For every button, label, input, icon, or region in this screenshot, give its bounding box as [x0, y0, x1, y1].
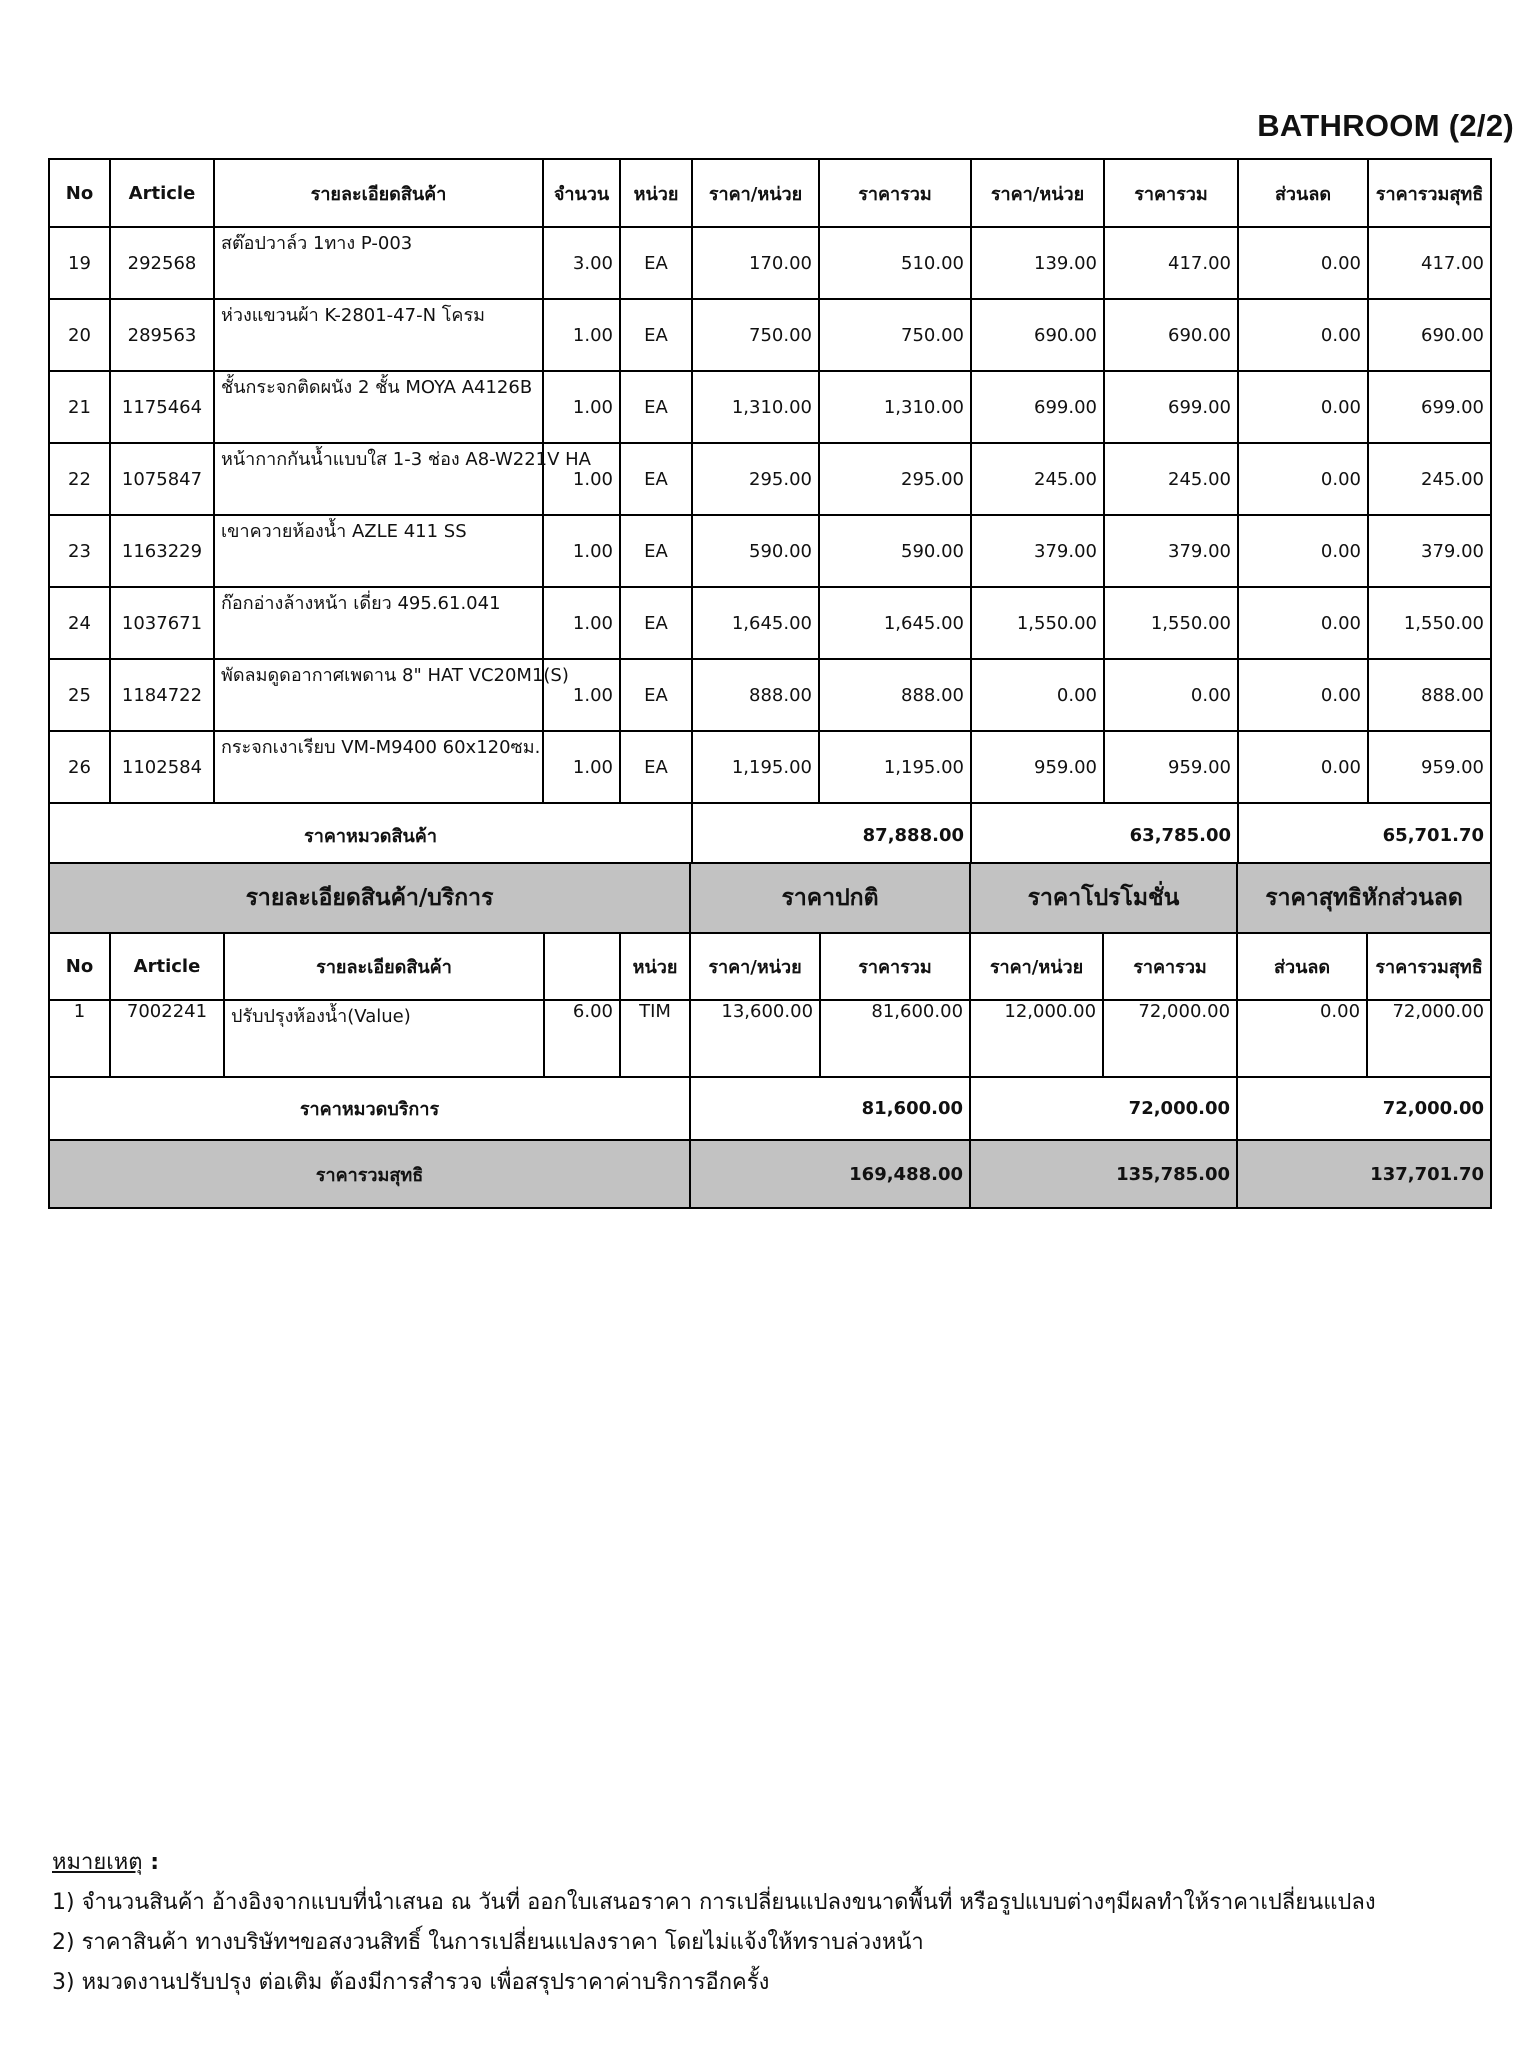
row-promo-total: 959.00	[1104, 731, 1238, 803]
table-row	[49, 515, 1491, 587]
service-subtotal-normal: 81,600.00	[690, 1077, 970, 1140]
row-quantity: 1.00	[543, 731, 620, 803]
row-article: 1175464	[110, 371, 214, 443]
row-article: 1184722	[110, 659, 214, 731]
header-quantity	[544, 933, 620, 1000]
row-unit-price: 1,195.00	[692, 731, 819, 803]
row-description: ปรับปรุงห้องน้ำ(Value)	[224, 1000, 544, 1077]
table-row	[49, 371, 1491, 443]
header-promo-unit-price: ราคา/หน่วย	[971, 159, 1104, 227]
products-subtotal-net: 65,701.70	[1238, 803, 1491, 867]
row-unit: EA	[620, 443, 692, 515]
row-no: 1	[49, 1000, 110, 1077]
products-subtotal-normal: 87,888.00	[692, 803, 971, 867]
row-description: ก๊อกอ่างล้างหน้า เดี่ยว 495.61.041	[214, 587, 543, 659]
header-total: ราคารวม	[819, 159, 971, 227]
row-description: กระจกเงาเรียบ VM-M9400 60x120ซม.	[214, 731, 543, 803]
row-article: 1075847	[110, 443, 214, 515]
row-unit: EA	[620, 731, 692, 803]
row-promo-total: 690.00	[1104, 299, 1238, 371]
row-promo-total: 245.00	[1104, 443, 1238, 515]
row-unit-price: 888.00	[692, 659, 819, 731]
table-row	[49, 1000, 1491, 1077]
row-article: 289563	[110, 299, 214, 371]
row-no: 25	[49, 659, 110, 731]
row-no: 23	[49, 515, 110, 587]
row-description: เขาควายห้องน้ำ AZLE 411 SS	[214, 515, 543, 587]
header-promo-unit-price: ราคา/หน่วย	[970, 933, 1103, 1000]
row-promo-unit-price: 12,000.00	[970, 1000, 1103, 1077]
row-discount: 0.00	[1238, 587, 1368, 659]
row-quantity: 6.00	[544, 1000, 620, 1077]
row-unit: TIM	[620, 1000, 690, 1077]
note-line-1: 1) จำนวนสินค้า อ้างอิงจากแบบที่นำเสนอ ณ วันที่ ออกใบเสนอราคา การเปลี่ยนแปลงขนาดพื้นที่ หรือรูปแบบต่างๆมีผลทำให้ราคาเปลี่ยนแปลง	[52, 1890, 1376, 1915]
row-unit-price: 295.00	[692, 443, 819, 515]
row-promo-total: 1,550.00	[1104, 587, 1238, 659]
row-discount: 0.00	[1238, 299, 1368, 371]
row-net-total: 888.00	[1368, 659, 1491, 731]
page-title: BATHROOM (2/2)	[1257, 108, 1514, 143]
row-total: 1,195.00	[819, 731, 971, 803]
row-total: 1,310.00	[819, 371, 971, 443]
row-net-total: 1,550.00	[1368, 587, 1491, 659]
row-total: 590.00	[819, 515, 971, 587]
row-promo-unit-price: 139.00	[971, 227, 1104, 299]
row-description: หน้ากากกันน้ำแบบใส 1-3 ช่อง A8-W221V HA	[214, 443, 543, 515]
row-quantity: 1.00	[543, 659, 620, 731]
row-unit: EA	[620, 299, 692, 371]
row-no: 20	[49, 299, 110, 371]
notes-title: หมายเหตุ	[52, 1850, 143, 1875]
row-unit-price: 13,600.00	[690, 1000, 820, 1077]
row-no: 24	[49, 587, 110, 659]
service-subtotal-label: ราคาหมวดบริการ	[49, 1077, 690, 1140]
grand-total-label: ราคารวมสุทธิ	[49, 1140, 690, 1208]
row-quantity: 1.00	[543, 587, 620, 659]
header-no: No	[49, 159, 110, 227]
row-discount: 0.00	[1238, 371, 1368, 443]
row-net-total: 379.00	[1368, 515, 1491, 587]
row-unit-price: 590.00	[692, 515, 819, 587]
section-net-price-header: ราคาสุทธิหักส่วนลด	[1237, 863, 1491, 933]
table-row	[49, 443, 1491, 515]
row-promo-total: 699.00	[1104, 371, 1238, 443]
row-unit-price: 1,310.00	[692, 371, 819, 443]
row-promo-unit-price: 690.00	[971, 299, 1104, 371]
row-net-total: 690.00	[1368, 299, 1491, 371]
row-promo-total: 72,000.00	[1103, 1000, 1237, 1077]
row-discount: 0.00	[1238, 731, 1368, 803]
notes-section	[52, 1843, 1376, 2003]
header-discount: ส่วนลด	[1238, 159, 1368, 227]
header-article: Article	[110, 933, 224, 1000]
row-net-total: 72,000.00	[1367, 1000, 1491, 1077]
header-unit: หน่วย	[620, 159, 692, 227]
grand-total-net: 137,701.70	[1237, 1140, 1491, 1208]
row-article: 7002241	[110, 1000, 224, 1077]
service-subtotal-net: 72,000.00	[1237, 1077, 1491, 1140]
note-line-3: 3) หมวดงานปรับปรุง ต่อเติม ต้องมีการสำรวจ เพื่อสรุปราคาค่าบริการอีกครั้ง	[52, 1970, 770, 1995]
note-line-2: 2) ราคาสินค้า ทางบริษัทฯขอสงวนสิทธิ์ ในการเปลี่ยนแปลงราคา โดยไม่แจ้งให้ทราบล่วงหน้า	[52, 1930, 924, 1955]
header-promo-total: ราคารวม	[1104, 159, 1238, 227]
row-quantity: 1.00	[543, 443, 620, 515]
section-normal-price-header: ราคาปกติ	[690, 863, 970, 933]
row-unit: EA	[620, 515, 692, 587]
row-no: 26	[49, 731, 110, 803]
grand-total-promo: 135,785.00	[970, 1140, 1237, 1208]
row-net-total: 959.00	[1368, 731, 1491, 803]
grand-total-normal: 169,488.00	[690, 1140, 970, 1208]
header-net-total: ราคารวมสุทธิ	[1368, 159, 1491, 227]
items-table	[48, 158, 1492, 868]
row-description: พัดลมดูดอากาศเพดาน 8" HAT VC20M1(S)	[214, 659, 543, 731]
row-discount: 0.00	[1238, 443, 1368, 515]
row-unit: EA	[620, 371, 692, 443]
row-total: 510.00	[819, 227, 971, 299]
row-promo-unit-price: 1,550.00	[971, 587, 1104, 659]
row-description: สต๊อปวาล์ว 1ทาง P-003	[214, 227, 543, 299]
row-unit: EA	[620, 227, 692, 299]
section-promo-price-header: ราคาโปรโมชั่น	[970, 863, 1237, 933]
header-no: No	[49, 933, 110, 1000]
row-promo-total: 379.00	[1104, 515, 1238, 587]
service-section-header-row	[49, 863, 1491, 933]
row-net-total: 699.00	[1368, 371, 1491, 443]
row-promo-total: 417.00	[1104, 227, 1238, 299]
row-article: 292568	[110, 227, 214, 299]
row-unit-price: 170.00	[692, 227, 819, 299]
row-promo-unit-price: 0.00	[971, 659, 1104, 731]
grand-total-row	[49, 1140, 1491, 1208]
row-promo-total: 0.00	[1104, 659, 1238, 731]
notes-colon: :	[142, 1850, 160, 1875]
row-article: 1163229	[110, 515, 214, 587]
row-unit: EA	[620, 659, 692, 731]
row-no: 19	[49, 227, 110, 299]
row-unit-price: 1,645.00	[692, 587, 819, 659]
row-net-total: 417.00	[1368, 227, 1491, 299]
row-promo-unit-price: 379.00	[971, 515, 1104, 587]
row-quantity: 1.00	[543, 515, 620, 587]
row-promo-unit-price: 245.00	[971, 443, 1104, 515]
header-quantity: จำนวน	[543, 159, 620, 227]
row-unit: EA	[620, 587, 692, 659]
header-description: รายละเอียดสินค้า	[214, 159, 543, 227]
row-promo-unit-price: 699.00	[971, 371, 1104, 443]
items-header-row	[49, 159, 1491, 227]
row-total: 888.00	[819, 659, 971, 731]
row-discount: 0.00	[1238, 659, 1368, 731]
row-no: 22	[49, 443, 110, 515]
row-total: 81,600.00	[820, 1000, 970, 1077]
service-header-row	[49, 933, 1491, 1000]
row-quantity: 1.00	[543, 299, 620, 371]
row-quantity: 3.00	[543, 227, 620, 299]
service-subtotal-row	[49, 1077, 1491, 1140]
row-discount: 0.00	[1238, 515, 1368, 587]
row-total: 750.00	[819, 299, 971, 371]
header-article: Article	[110, 159, 214, 227]
notes-heading	[52, 1843, 1376, 1883]
row-article: 1102584	[110, 731, 214, 803]
row-discount: 0.00	[1238, 227, 1368, 299]
products-subtotal-label: ราคาหมวดสินค้า	[49, 803, 692, 867]
products-subtotal-row	[49, 803, 1491, 867]
row-description: ห่วงแขวนผ้า K-2801-47-N โครม	[214, 299, 543, 371]
row-unit-price: 750.00	[692, 299, 819, 371]
service-table	[48, 862, 1492, 1209]
row-total: 295.00	[819, 443, 971, 515]
header-promo-total: ราคารวม	[1103, 933, 1237, 1000]
table-row	[49, 227, 1491, 299]
row-net-total: 245.00	[1368, 443, 1491, 515]
header-discount: ส่วนลด	[1237, 933, 1367, 1000]
header-unit-price: ราคา/หน่วย	[690, 933, 820, 1000]
table-row	[49, 299, 1491, 371]
products-subtotal-promo: 63,785.00	[971, 803, 1238, 867]
table-row	[49, 659, 1491, 731]
row-discount: 0.00	[1237, 1000, 1367, 1077]
row-promo-unit-price: 959.00	[971, 731, 1104, 803]
row-article: 1037671	[110, 587, 214, 659]
row-no: 21	[49, 371, 110, 443]
row-quantity: 1.00	[543, 371, 620, 443]
header-total: ราคารวม	[820, 933, 970, 1000]
row-description: ชั้นกระจกติดผนัง 2 ชั้น MOYA A4126B	[214, 371, 543, 443]
header-unit: หน่วย	[620, 933, 690, 1000]
table-row	[49, 731, 1491, 803]
header-net-total: ราคารวมสุทธิ	[1367, 933, 1491, 1000]
header-description: รายละเอียดสินค้า	[224, 933, 544, 1000]
header-unit-price: ราคา/หน่วย	[692, 159, 819, 227]
table-row	[49, 587, 1491, 659]
service-subtotal-promo: 72,000.00	[970, 1077, 1237, 1140]
section-desc-header: รายละเอียดสินค้า/บริการ	[49, 863, 690, 933]
row-total: 1,645.00	[819, 587, 971, 659]
